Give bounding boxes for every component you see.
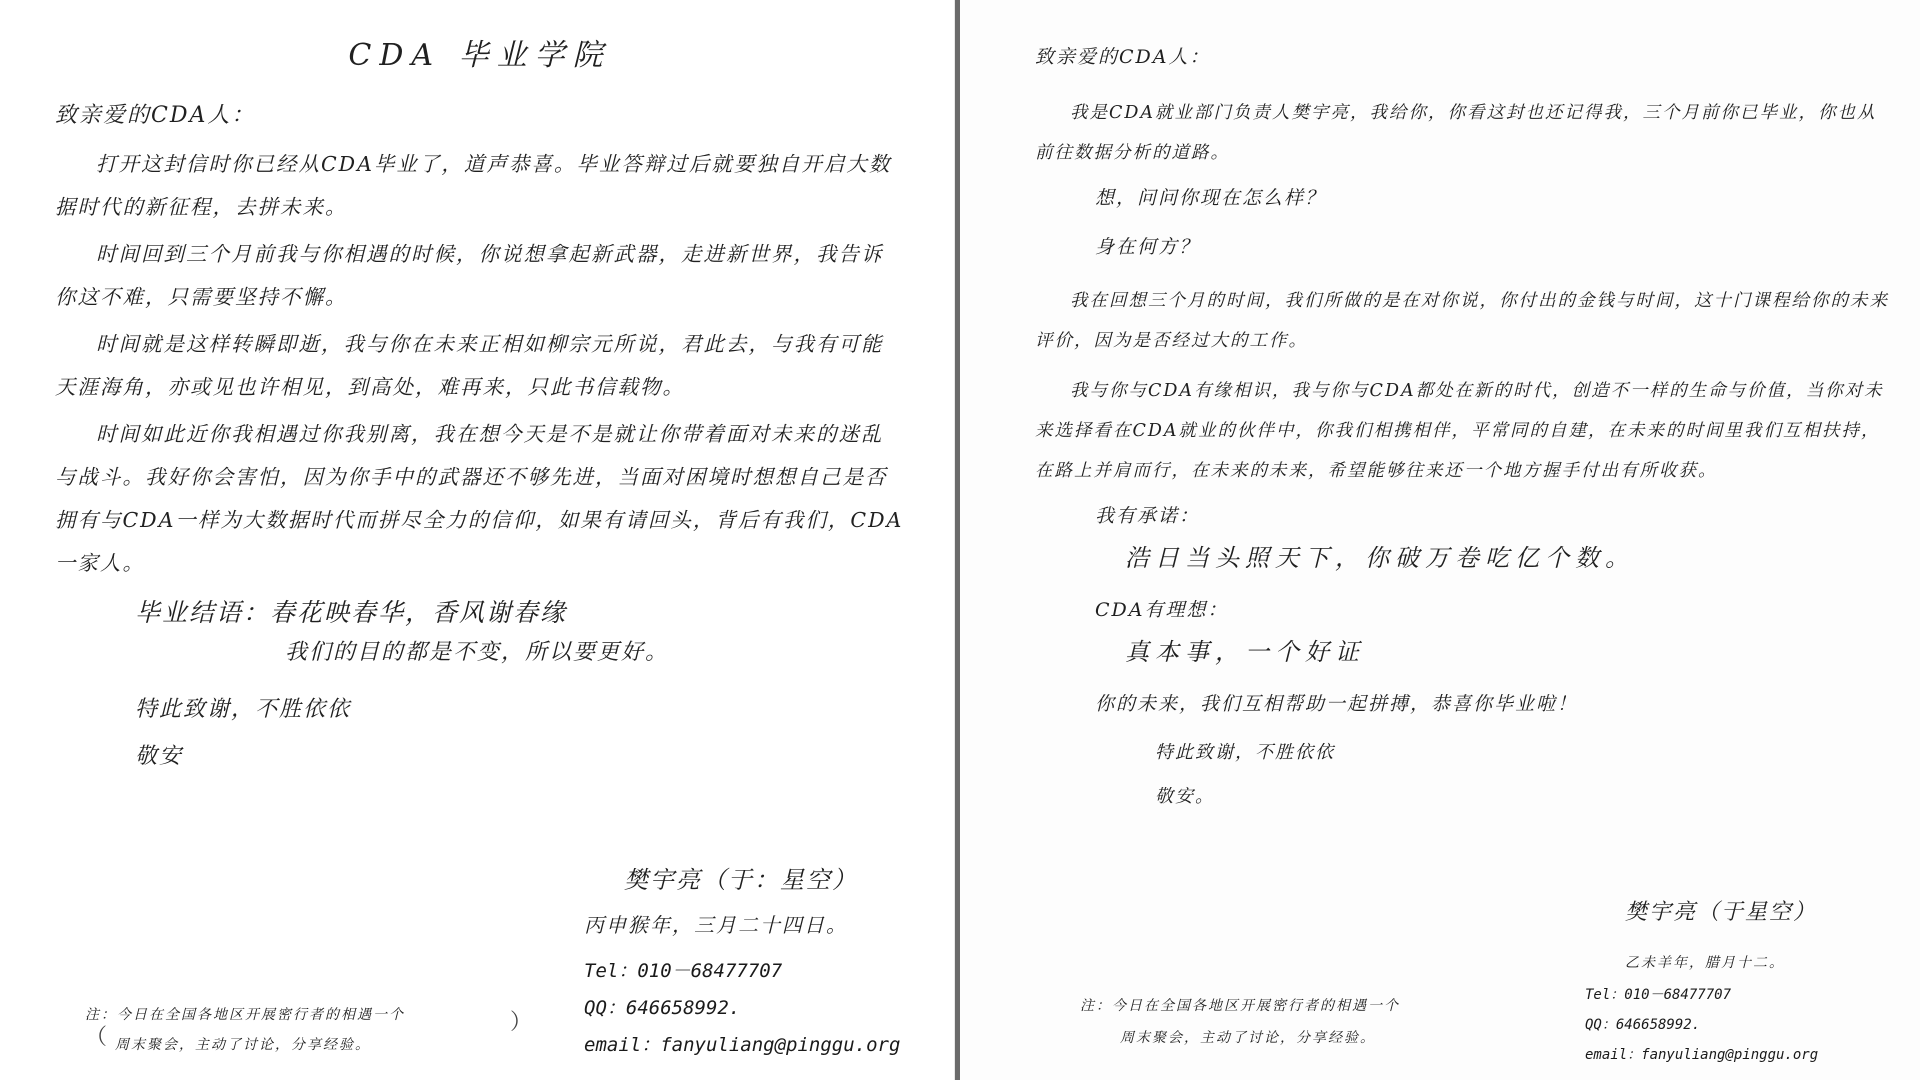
ideal-intro: CDA有理想：	[1095, 599, 1229, 621]
footnote-line: 周末聚会，主动了讨论，分享经验。	[115, 1037, 371, 1053]
footnote	[85, 1000, 525, 1060]
letter-paragraph: 时间回到三个月前我与你相遇的时候，你说想拿起新武器，走进新世界，我告诉你这不难，只需要坚持不懈。	[55, 242, 884, 309]
letter-greeting: 致亲爱的CDA人：	[1035, 46, 1211, 68]
letter-paragraph: 我是CDA就业部门负责人樊宇亮，我给你，你看这封也还记得我，三个月前你已毕业，你也从前往数据分析的道路。	[1035, 103, 1877, 163]
signature-block	[584, 860, 924, 1067]
signature: 樊宇亮（于：星空）	[624, 866, 858, 894]
letter-paragraph: 时间就是这样转瞬即逝，我与你在未来正相如柳宗元所说，君此去，与我有可能天涯海角，亦或见也许相见，到高处，难再来，只此书信载物。	[55, 332, 884, 399]
letter-page-right	[960, 0, 1920, 1080]
letter-greeting: 致亲爱的CDA人：	[55, 103, 256, 128]
footnote-line: 注：今日在全国各地区开展密行者的相遇一个	[1080, 998, 1400, 1014]
letter-closing: 特此致谢，不胜依依	[135, 697, 352, 722]
graduation-motto-line2: 我们的目的都是不变，所以要更好。	[285, 640, 670, 665]
letter-title: CDA 毕业学院	[348, 38, 611, 73]
contact-email: email：fanyuliang@pinggu.org	[584, 1034, 901, 1056]
future-line: 你的未来，我们互相帮助一起拼搏，恭喜你毕业啦！	[1095, 693, 1579, 715]
letter-page-left	[0, 0, 955, 1080]
promise-intro: 我有承诺：	[1095, 505, 1201, 527]
contact-email: email：fanyuliang@pinggu.org	[1585, 1047, 1819, 1063]
letter-question: 身在何方？	[1095, 236, 1201, 258]
footnote	[1080, 990, 1560, 1054]
ideal-text: 真本事，一个好证	[1125, 638, 1365, 666]
note-paren-open: （	[85, 1025, 108, 1050]
contact-tel: Tel：010－68477707	[584, 960, 783, 982]
letter-date: 乙未羊年，腊月十二。	[1625, 955, 1785, 971]
letter-date: 丙申猴年，三月二十四日。	[584, 913, 848, 937]
letter-question: 想，问问你现在怎么样？	[1095, 187, 1327, 209]
contact-tel: Tel：010－68477707	[1585, 987, 1732, 1003]
signature: 樊宇亮（于星空）	[1625, 900, 1818, 925]
letter-paragraph: 我在回想三个月的时间，我们所做的是在对你说，你付出的金钱与时间，这十门课程给你的未来评价，因为是否经过大的工作。	[1035, 291, 1889, 351]
footnote-line: 注：今日在全国各地区开展密行者的相遇一个	[85, 1007, 405, 1023]
letter-paragraph: 打开这封信时你已经从CDA毕业了，道声恭喜。毕业答辩过后就要独自开启大数据时代的新征程，去拼未来。	[55, 152, 892, 219]
signature-block	[1585, 895, 1885, 1074]
graduation-motto: 毕业结语：春花映春华，香风谢春缘	[135, 598, 568, 627]
letter-paragraph: 时间如此近你我相遇过你我别离，我在想今天是不是就让你带着面对未来的迷乱与战斗。我好你会害怕，因为你手中的武器还不够先进，当面对困境时想想自己是否拥有与CDA一样为大数据时代而拼尽全力的信仰，如果有请回头，背后有我们，CDA一家人。	[55, 422, 904, 575]
contact-qq: QQ：646658992.	[1585, 1017, 1701, 1033]
contact-qq: QQ：646658992.	[584, 997, 741, 1019]
letter-salutation: 敬安。	[1155, 786, 1215, 807]
footnote-line: 周末聚会，主动了讨论，分享经验。	[1120, 1030, 1376, 1046]
promise-text: 浩日当头照天下，你破万卷吃亿个数。	[1125, 544, 1635, 572]
letter-closing: 特此致谢，不胜依依	[1155, 742, 1335, 763]
letter-salutation: 敬安	[135, 744, 184, 769]
note-paren-close: ）	[510, 1010, 533, 1035]
letter-paragraph: 我与你与CDA有缘相识，我与你与CDA都处在新的时代，创造不一样的生命与价值，当你对未来选择看在CDA就业的伙伴中，你我们相携相伴，平常同的自建，在未来的时间里我们互相扶持，在路上并肩而行，在未来的未来，希望能够往来还一个地方握手付出有所收获。	[1035, 381, 1884, 481]
